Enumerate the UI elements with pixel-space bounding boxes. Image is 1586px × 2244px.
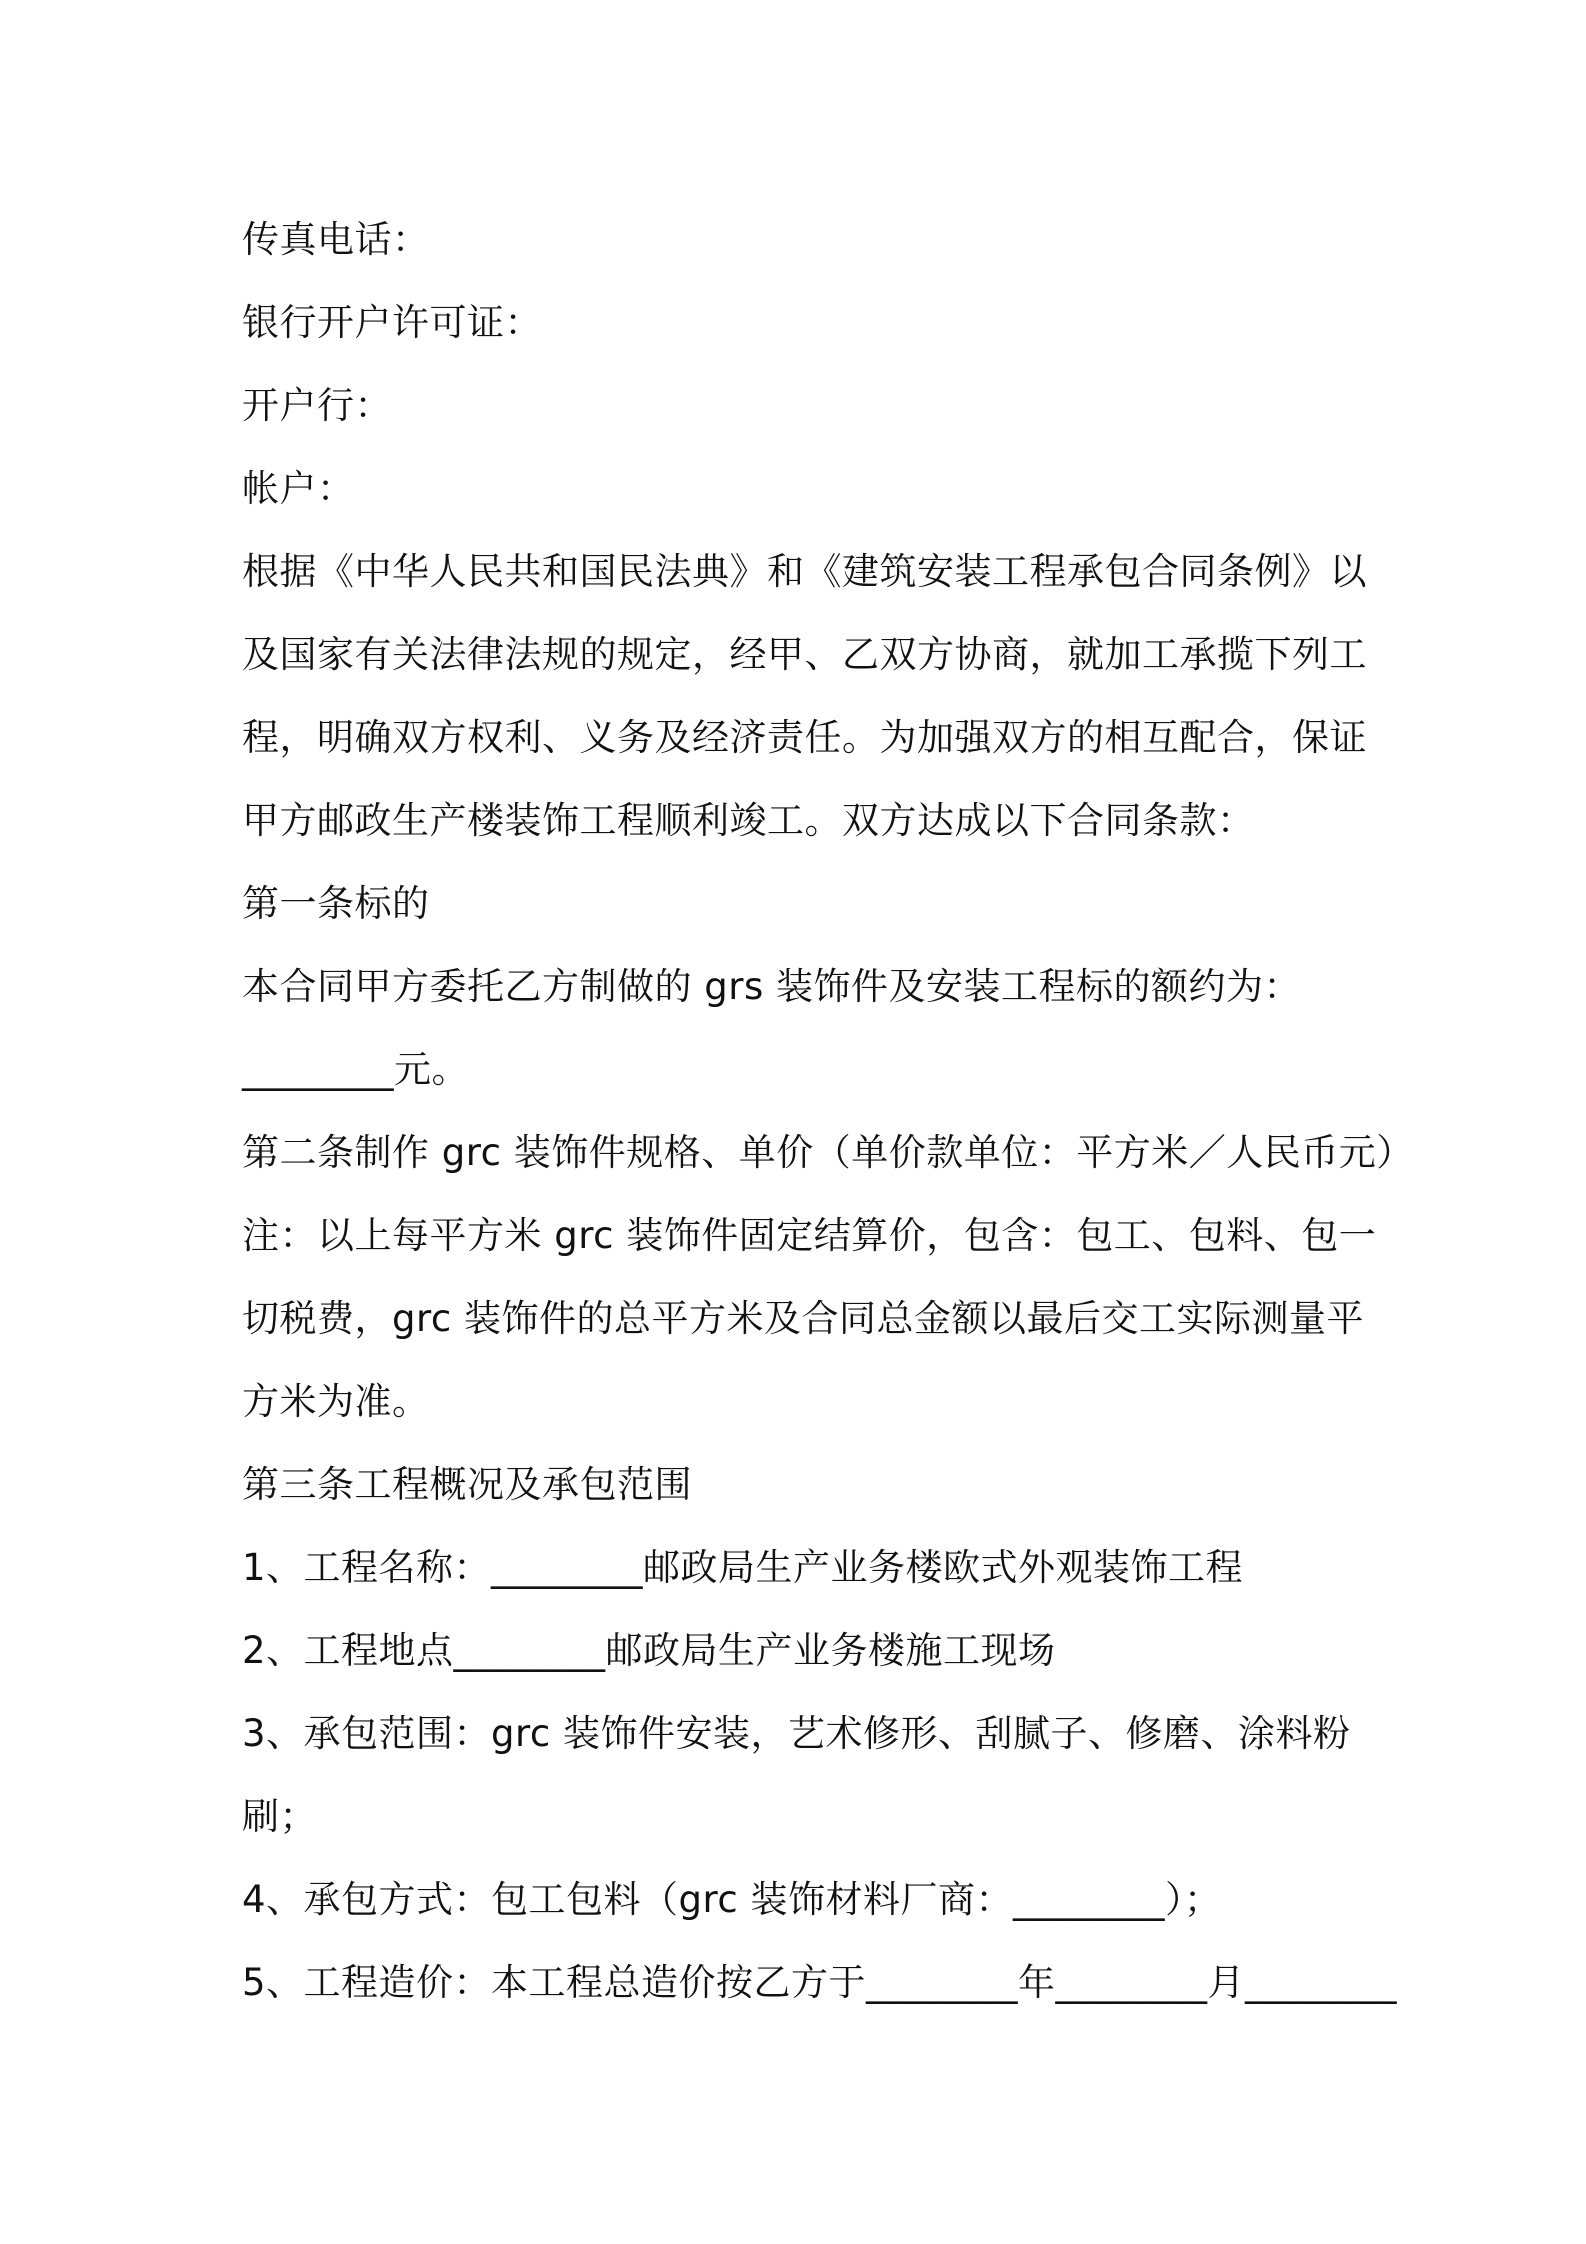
bank-license-line: 银行开户许可证： — [242, 301, 542, 344]
contract-method-line: 4、承包方式：包工包料（grc 装饰材料厂商：________）； — [242, 1878, 1222, 1921]
article-2-heading: 第二条制作 grc 装饰件规格、单价（单价款单位：平方米／人民币元） — [242, 1131, 1414, 1174]
preamble-line-1: 根据《中华人民共和国民法典》和《建筑安装工程承包合同条例》以 — [242, 550, 1367, 593]
preamble-line-2: 及国家有关法律法规的规定，经甲、乙双方协商，就加工承揽下列工 — [242, 633, 1367, 676]
article-2-note-3: 方米为准。 — [242, 1380, 430, 1423]
project-name-line: 1、工程名称：________邮政局生产业务楼欧式外观装饰工程 — [242, 1546, 1244, 1589]
project-location-line: 2、工程地点________邮政局生产业务楼施工现场 — [242, 1629, 1056, 1672]
document-body — [242, 198, 1414, 2024]
contract-scope-line-2: 刷； — [242, 1795, 317, 1838]
article-2-note-2: 切税费，grc 装饰件的总平方米及合同总金额以最后交工实际测量平 — [242, 1297, 1364, 1340]
article-1-text-1: 本合同甲方委托乙方制做的 grs 装饰件及安装工程标的额约为： — [242, 965, 1301, 1008]
contract-scope-line-1: 3、承包范围：grc 装饰件安装，艺术修形、刮腻子、修磨、涂料粉 — [242, 1712, 1351, 1755]
article-1-heading: 第一条标的 — [242, 882, 430, 925]
article-1-text-2: ________元。 — [242, 1048, 469, 1091]
article-3-heading: 第三条工程概况及承包范围 — [242, 1463, 692, 1506]
account-line: 帐户： — [242, 467, 355, 510]
fax-line: 传真电话： — [242, 218, 430, 261]
preamble-line-3: 程，明确双方权利、义务及经济责任。为加强双方的相互配合，保证 — [242, 716, 1367, 759]
article-2-note-1: 注：以上每平方米 grc 装饰件固定结算价，包含：包工、包料、包一 — [242, 1214, 1377, 1257]
bank-line: 开户行： — [242, 384, 392, 427]
project-cost-line: 5、工程造价：本工程总造价按乙方于________年________月________ — [242, 1961, 1398, 2004]
preamble-line-4: 甲方邮政生产楼装饰工程顺利竣工。双方达成以下合同条款： — [242, 799, 1255, 842]
